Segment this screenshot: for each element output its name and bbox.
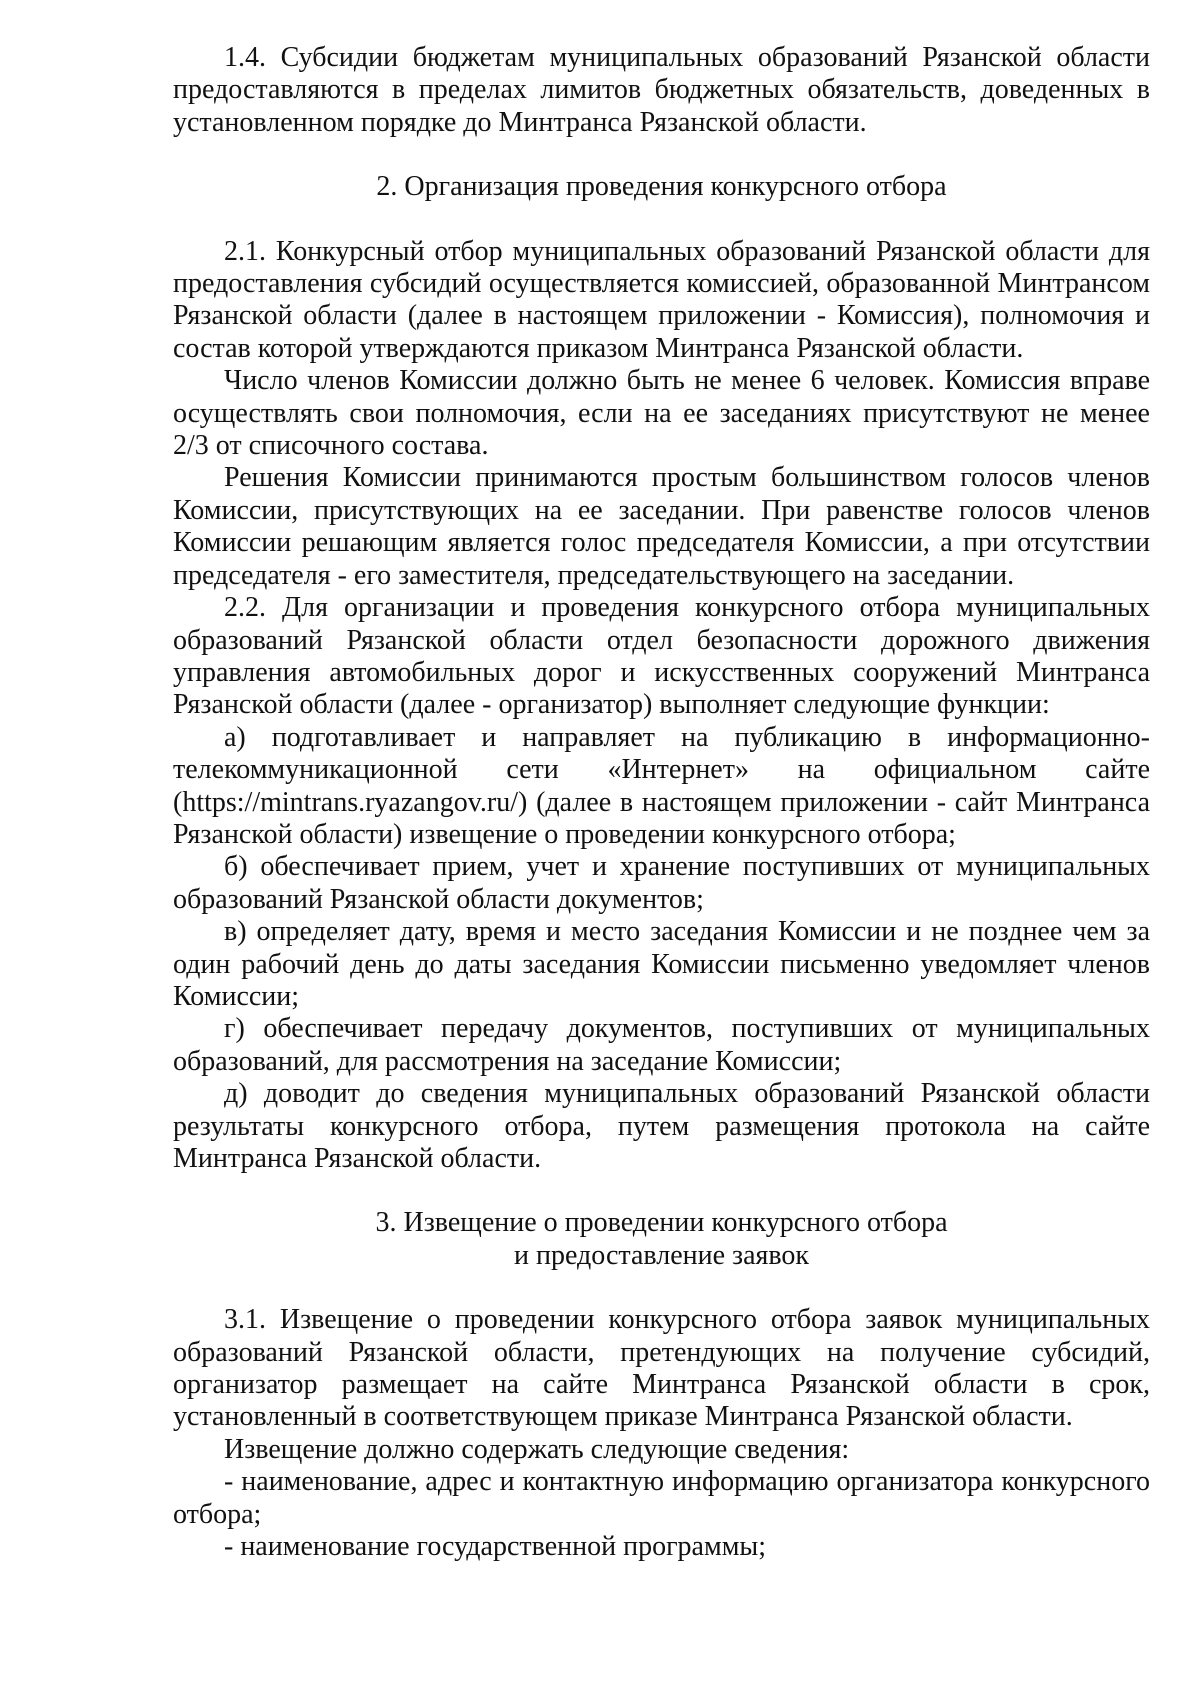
section-3-heading [173, 1207, 1150, 1272]
document-page [173, 42, 1150, 1563]
paragraph-commission-decisions: Решения Комиссии принимаются простым большинством голосов членов Комиссии, присутствующих на ее заседании. При равенстве голосов членов Комиссии решающим является голос председателя Комиссии, а при отсутствии председателя - его заместителя, председательствующего на заседании. [173, 462, 1150, 591]
section-3-heading-line-1: 3. Извещение о проведении конкурсного отбора [375, 1207, 948, 1239]
bullet-item-program-name: - наименование государственной программы; [224, 1531, 767, 1563]
paragraph-commission-members: Число членов Комиссии должно быть не менее 6 человек. Комиссия вправе осуществлять свои полномочия, если на ее заседаниях присутствуют не менее 2/3 от списочного состава. [173, 365, 1150, 462]
list-item-b: б) обеспечивает прием, учет и хранение поступивших от муниципальных образований Рязанской области документов; [173, 851, 1150, 915]
list-item-a-text-after: (далее в настоящем приложении - сайт Минтранса Рязанской области) извещение о проведении конкурсного отбора; [173, 786, 1150, 850]
list-item-a-text-before: а) подготавливает и направляет на публикацию в информационно-телекоммуникационной сети «Интернет» на официальном сайте [173, 721, 1150, 786]
section-2-heading: 2. Организация проведения конкурсного отбора [376, 171, 947, 203]
list-item-d: д) доводит до сведения муниципальных образований Рязанской области результаты конкурсного отбора, путем размещения протокола на сайте Минтранса Рязанской области. [173, 1078, 1150, 1174]
paragraph-1-4: 1.4. Субсидии бюджетам муниципальных образований Рязанской области предоставляются в пределах лимитов бюджетных обязательств, доведенных в установленном порядке до Минтранса Рязанской области. [173, 42, 1150, 138]
list-item-g: г) обеспечивает передачу документов, поступивших от муниципальных образований, для рассмотрения на заседание Комиссии; [173, 1013, 1150, 1077]
bullet-item-organizer-info: - наименование, адрес и контактную информацию организатора конкурсного отбора; [173, 1466, 1150, 1530]
list-item-v: в) определяет дату, время и место заседания Комиссии и не позднее чем за один рабочий день до даты заседания Комиссии письменно уведомляет членов Комиссии; [173, 916, 1150, 1012]
paragraph-notice-contents: Извещение должно содержать следующие сведения: [224, 1433, 850, 1465]
list-item-a [173, 722, 1150, 852]
paragraph-3-1: 3.1. Извещение о проведении конкурсного отбора заявок муниципальных образований Рязанской области, претендующих на получение субсидий, организатор размещает на сайте Минтранса Рязанской области в срок, установленный в соответствующем приказе Минтранса Рязанской области. [173, 1304, 1150, 1433]
paragraph-2-1: 2.1. Конкурсный отбор муниципальных образований Рязанской области для предоставления субсидий осуществляется комиссией, образованной Минтрансом Рязанской области (далее в настоящем приложении - Комиссия), полномочия и состав которой утверждаются приказом Минтранса Рязанской области. [173, 235, 1150, 364]
list-item-a-url: (https://mintrans.ryazangov.ru/) [173, 786, 528, 818]
paragraph-2-2: 2.2. Для организации и проведения конкурсного отбора муниципальных образований Рязанской области отдел безопасности дорожного движения управления автомобильных дорог и искусственных сооружений Минтранса Рязанской области (далее - организатор) выполняет следующие функции: [173, 592, 1150, 721]
section-3-heading-line-2: и предоставление заявок [513, 1239, 810, 1271]
